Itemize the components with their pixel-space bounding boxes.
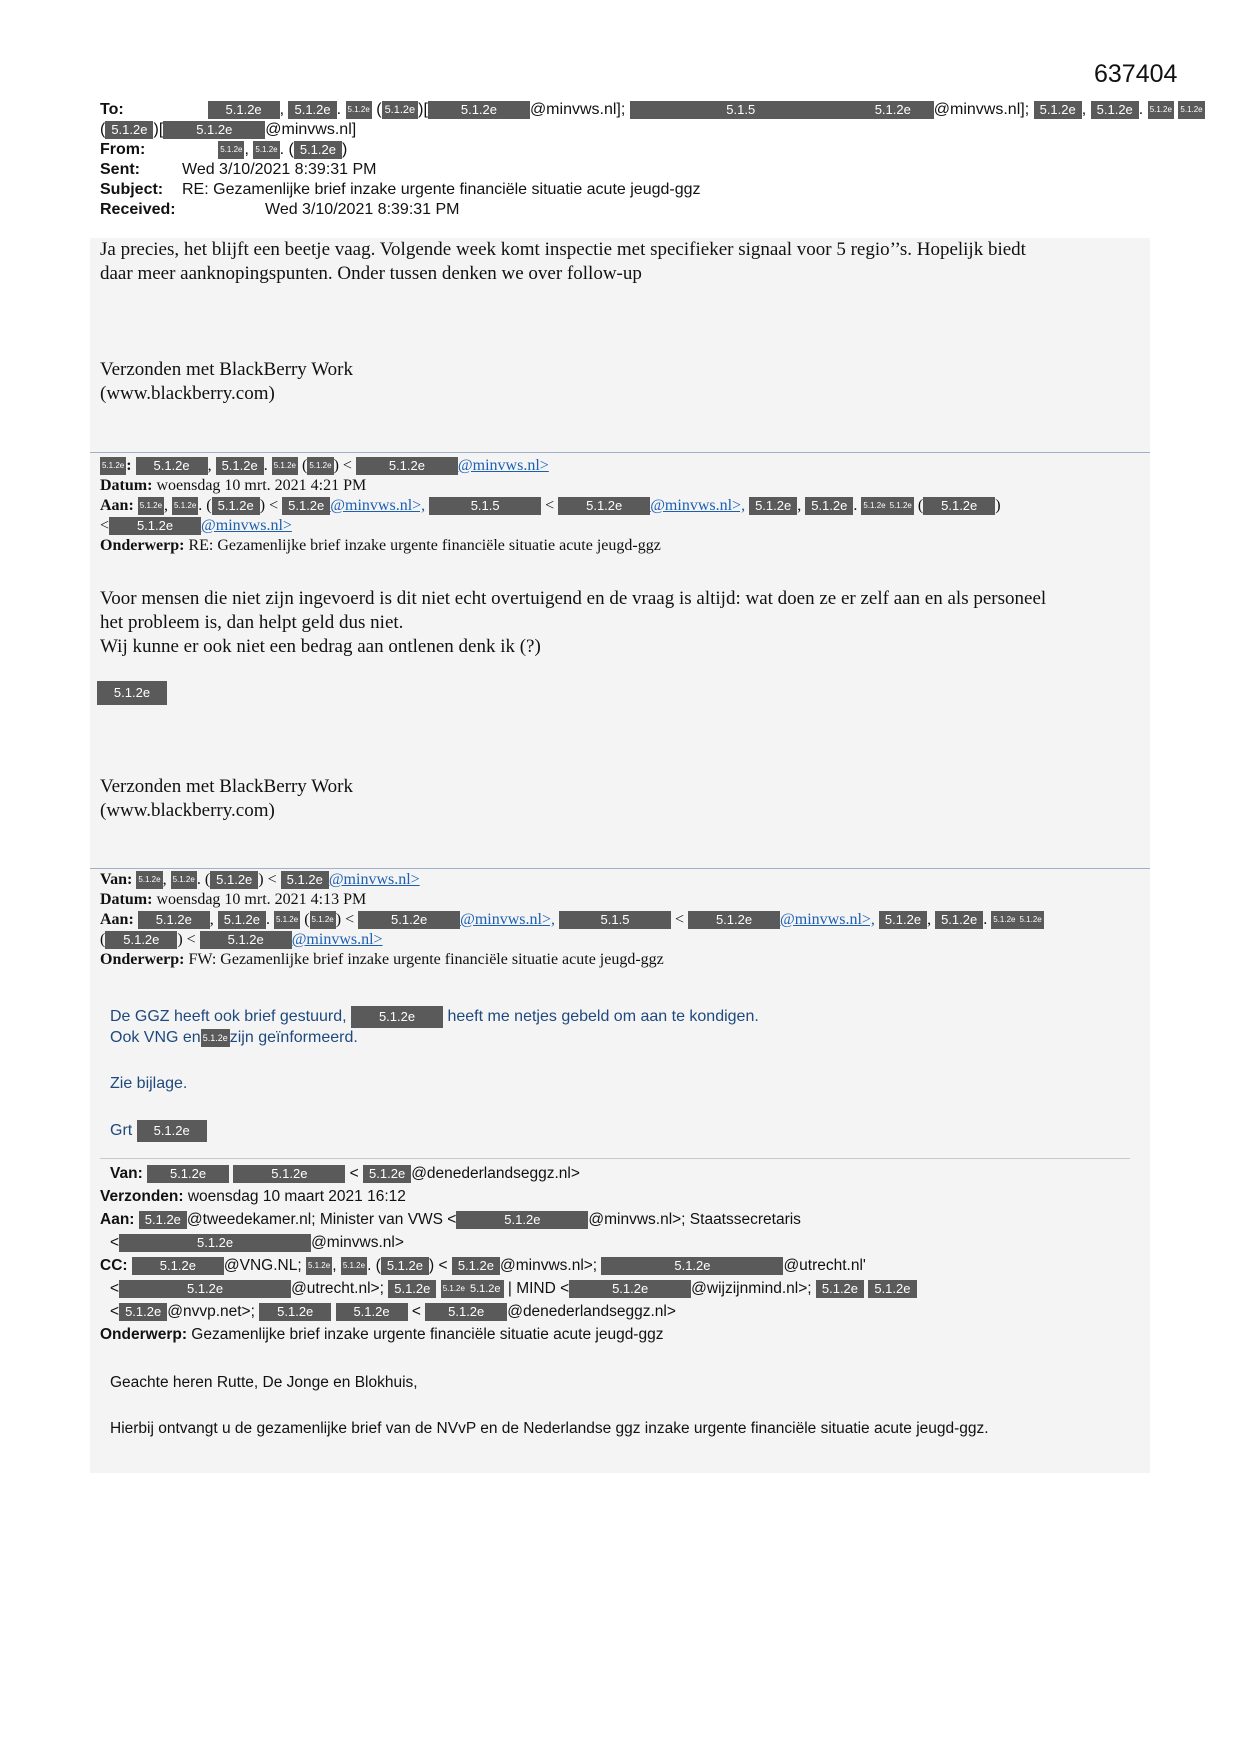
redaction: 5.1.2e (200, 931, 292, 949)
email4-greeting: Geachte heren Rutte, De Jonge en Blokhuis, (110, 1374, 418, 1391)
redaction: 5.1.2e (109, 517, 201, 535)
email2-from-row: 5.1.2e : 5.1.2e , 5.1.2e . 5.1.2e ( 5.1.2e ) < 5.1.2e @minvws.nl> (102, 457, 549, 474)
redaction: 5.1.2e (119, 1234, 311, 1252)
redaction: 5.1.2e (467, 1280, 504, 1298)
email-link[interactable]: @minvws.nl> (201, 517, 292, 534)
email3-body-line: Zie bijlage. (110, 1075, 188, 1092)
redaction: 5.1.5 (559, 911, 671, 929)
email2-body-line: Voor mensen die niet zijn ingevoerd is dit niet echt overtuigend en de vraag is altijd: wat doen ze er zelf aan en als personeel (100, 588, 1047, 609)
redaction: 5.1.2e (452, 1257, 500, 1275)
email3-aan-row: Aan: 5.1.2e , 5.1.2e . 5.1.2e ( 5.1.2e ) < 5.1.2e @minvws.nl>, 5.1.5 < 5.1.2e @minvws.nl>, 5.1.2e , 5.1.2e . 5.1.2e 5.1.2e (100, 911, 1042, 928)
redaction: 5.1.2e (233, 1165, 345, 1183)
redaction: 5.1.2e (388, 1280, 436, 1298)
onderwerp-label: Onderwerp: (100, 951, 185, 968)
email-domain: @minvws.nl] (265, 121, 357, 138)
redaction: 5.1.2e (136, 871, 162, 889)
from-label: From: (100, 141, 146, 158)
redaction: 5.1.2e (172, 497, 198, 515)
redaction: 5.1.2e (569, 1280, 691, 1298)
redaction: 5.1.2e (923, 497, 995, 515)
redaction: 5.1.2e (288, 101, 336, 119)
redaction: 5.1.2e (1017, 911, 1043, 929)
email1-received-row (100, 200, 460, 220)
email2-body-line: Wij kunne er ook niet een bedrag aan ontlenen denk ik (?) (100, 636, 541, 657)
redaction: 5.1.2e (336, 1303, 408, 1321)
redaction: 5.1.2e (282, 497, 330, 515)
email1-to-row-2: ( 5.1.2e )[ 5.1.2e @minvws.nl] (100, 121, 357, 138)
email1-sent-row (100, 160, 377, 180)
received-label: Received: (100, 201, 176, 218)
to-label: To: (100, 101, 124, 118)
email4-onderwerp-row (100, 1325, 663, 1345)
redaction: 5.1.2e (1034, 101, 1082, 119)
redaction: 5.1.2e (132, 1257, 224, 1275)
redaction: 5.1.2e (139, 1211, 187, 1229)
redaction: 5.1.2e (259, 1303, 331, 1321)
onderwerp-label: Onderwerp: (100, 537, 185, 554)
email2-signature-line: Verzonden met BlackBerry Work (100, 776, 353, 797)
redaction: 5.1.2e (868, 1280, 916, 1298)
redaction: 5.1.2e (307, 457, 333, 475)
verzonden-value: woensdag 10 maart 2021 16:12 (187, 1188, 406, 1205)
redaction: 5.1.2e (119, 1280, 291, 1298)
redaction: 5.1.2e (1178, 101, 1204, 119)
subject-label: Subject: (100, 181, 164, 198)
redaction: 5.1.2e (136, 457, 208, 475)
datum-label: Datum: (100, 891, 153, 908)
aan-label: Aan: (100, 497, 134, 514)
email-link[interactable]: @minvws.nl> (291, 931, 383, 948)
redaction: 5.1.2e (879, 911, 927, 929)
email-link[interactable]: @minvws.nl>, (780, 911, 875, 928)
redaction: 5.1.2e (163, 121, 265, 139)
redaction: 5.1.2e (441, 1280, 467, 1298)
redaction: 5.1.2e (601, 1257, 783, 1275)
redaction: 5.1.2e (381, 1257, 429, 1275)
email4-van-row: Van: 5.1.2e 5.1.2e < 5.1.2e @denederlandseggz.nl> (110, 1165, 580, 1182)
redaction: 5.1.2e (991, 911, 1017, 929)
redaction: 5.1.2e (310, 911, 336, 929)
separator (100, 1158, 1130, 1159)
redaction: 5.1.2e (456, 1211, 588, 1229)
email1-subject-row (100, 180, 701, 200)
redaction: 5.1.2e (852, 101, 934, 119)
email1-body-line: Ja precies, het blijft een beetje vaag. Volgende week komt inspectie met specifieker signaal voor 5 regio’’s. Hopelijk biedt (100, 239, 1026, 260)
redaction: 5.1.2e (935, 911, 983, 929)
redaction: 5.1.5 (630, 101, 852, 119)
email3-body-line: Ook VNG en 5.1.2e zijn geïnformeerd. (110, 1029, 358, 1046)
verzonden-label: Verzonden: (100, 1188, 184, 1205)
aan-label: Aan: (100, 1211, 135, 1228)
van-label: Van: (100, 871, 133, 888)
redaction: 5.1.2e (201, 1029, 230, 1047)
email3-body-line: De GGZ heeft ook brief gestuurd, 5.1.2e heeft me netjes gebeld om aan te kondigen. (110, 1006, 759, 1028)
sent-label: Sent: (100, 161, 140, 178)
onderwerp-value: RE: Gezamenlijke brief inzake urgente financiële situatie acute jeugd-ggz (188, 537, 661, 554)
redaction: 5.1.2e (346, 101, 372, 119)
redaction: 5.1.2e (382, 101, 419, 119)
email-link[interactable]: @minvws.nl> (328, 871, 420, 888)
redaction: 5.1.2e (171, 871, 197, 889)
email-link[interactable]: @minvws.nl>, (650, 497, 746, 514)
email1-from-row: From: 5.1.2e , 5.1.2e . ( 5.1.2e ) (100, 141, 348, 158)
document-number: 637404 (1094, 60, 1178, 88)
redaction: 5.1.2e (428, 101, 530, 119)
redaction: 5.1.5 (429, 497, 541, 515)
email4-body: Hierbij ontvangt u de gezamenlijke brief van de NVvP en de Nederlandse ggz inzake urgente financiële situatie acute jeugd-ggz. (110, 1420, 989, 1437)
redaction: 5.1.2e (861, 497, 887, 515)
cc-label: CC: (100, 1257, 128, 1274)
email3-body-line: Grt 5.1.2e (110, 1120, 207, 1142)
redaction: 5.1.2e (888, 497, 914, 515)
email2-body-line: het probleem is, dan helpt geld dus niet. (100, 612, 404, 633)
redaction: 5.1.2e (105, 121, 153, 139)
redaction: 5.1.2e (363, 1165, 411, 1183)
email-domain: @minvws.nl]; (529, 101, 626, 118)
email-domain: @denederlandseggz.nl> (411, 1165, 580, 1182)
email2-signature-url: (www.blackberry.com) (100, 800, 275, 821)
redaction: 5.1.2e (210, 871, 258, 889)
redaction: 5.1.2e (147, 1165, 229, 1183)
redaction: 5.1.2e (208, 101, 280, 119)
sent-value: Wed 3/10/2021 8:39:31 PM (182, 161, 377, 178)
email-link[interactable]: @minvws.nl>, (460, 911, 555, 928)
email3-onderwerp-row (100, 950, 664, 970)
redaction: 5.1.2e (119, 1303, 167, 1321)
email4-verzonden-row (100, 1187, 406, 1207)
redaction: 5.1.2e (272, 457, 298, 475)
redaction: 5.1.2e (100, 457, 126, 475)
redaction: 5.1.2e (138, 911, 210, 929)
onderwerp-value: Gezamenlijke brief inzake urgente financiële situatie acute jeugd-ggz (191, 1326, 664, 1343)
onderwerp-value: FW: Gezamenlijke brief inzake urgente financiële situatie acute jeugd-ggz (188, 951, 664, 968)
redaction: 5.1.2e (805, 497, 853, 515)
separator (90, 868, 1150, 869)
redaction: 5.1.2e (216, 457, 264, 475)
redaction: 5.1.2e (425, 1303, 507, 1321)
email1-to-row: To: 5.1.2e , 5.1.2e . 5.1.2e ( 5.1.2e )[ 5.1.2e @minvws.nl]; 5.1.5 5.1.2e @minvws.nl]; 5.1.2e , 5.1.2e . 5.1.2e 5.1.2e (100, 101, 1203, 118)
email2-aan-row-2: < 5.1.2e @minvws.nl> (100, 517, 292, 534)
redaction: 5.1.2e (749, 497, 797, 515)
van-label: Van: (110, 1165, 143, 1182)
email3-datum-row (100, 890, 366, 910)
redaction: 5.1.2e (138, 497, 164, 515)
email1-signature-line: Verzonden met BlackBerry Work (100, 359, 353, 380)
email2-signature-redaction (97, 681, 167, 705)
received-value: Wed 3/10/2021 8:39:31 PM (265, 201, 460, 218)
redaction: 5.1.2e (341, 1257, 367, 1275)
redaction: 5.1.2e (294, 141, 342, 159)
redaction: 5.1.2e (137, 1120, 207, 1142)
redaction: 5.1.2e (1091, 101, 1139, 119)
onderwerp-label: Onderwerp: (100, 1326, 187, 1343)
datum-value: woensdag 10 mrt. 2021 4:13 PM (156, 891, 367, 908)
redaction: 5.1.2e (816, 1280, 864, 1298)
datum-value: woensdag 10 mrt. 2021 4:21 PM (156, 477, 367, 494)
redaction: 5.1.2e (281, 871, 329, 889)
email-domain: @minvws.nl]; (933, 101, 1030, 118)
email4-aan-row: Aan: 5.1.2e @tweedekamer.nl; Minister van VWS < 5.1.2e @minvws.nl>; Staatssecretaris (100, 1211, 801, 1228)
redaction: 5.1.2e (351, 1006, 443, 1028)
redaction: 5.1.2e (558, 497, 650, 515)
email-link[interactable]: @minvws.nl> (457, 457, 549, 474)
redaction: 5.1.2e (105, 931, 177, 949)
email4-cc-row-3: < 5.1.2e @nvvp.net>; 5.1.2e 5.1.2e < 5.1.2e @denederlandseggz.nl> (110, 1303, 676, 1320)
email4-cc-row-2: < 5.1.2e @utrecht.nl>; 5.1.2e 5.1.2e 5.1.2e | MIND < 5.1.2e @wijzijnmind.nl>; 5.1.2e 5.1.2e (110, 1279, 917, 1299)
email1-signature-url: (www.blackberry.com) (100, 383, 275, 404)
redaction: 5.1.2e (1148, 101, 1174, 119)
redaction: 5.1.2e (306, 1257, 332, 1275)
email4-cc-row: CC: 5.1.2e @VNG.NL; 5.1.2e , 5.1.2e . ( 5.1.2e ) < 5.1.2e @minvws.nl>; 5.1.2e @utrecht.nl' (100, 1257, 866, 1274)
email2-aan-row: Aan: 5.1.2e , 5.1.2e . ( 5.1.2e ) < 5.1.2e @minvws.nl>, 5.1.5 < 5.1.2e @minvws.nl>, 5.1.2e , 5.1.2e . 5.1.2e 5.1.2e ( 5.1.2e ) (100, 497, 1001, 514)
email1-body-line: daar meer aanknopingspunten. Onder tussen denken we over follow-up (100, 263, 642, 284)
email4-aan-row-2: < 5.1.2e @minvws.nl> (110, 1234, 404, 1251)
redaction: 5.1.2e (274, 911, 300, 929)
redaction: 5.1.2e (218, 141, 244, 159)
redaction: 5.1.2e (688, 911, 780, 929)
email2-datum-row (100, 476, 366, 496)
separator (90, 452, 1150, 453)
redaction: 5.1.2e (358, 911, 460, 929)
email-link[interactable]: @minvws.nl>, (330, 497, 426, 514)
redaction: 5.1.2e (97, 681, 167, 705)
datum-label: Datum: (100, 477, 153, 494)
email2-onderwerp-row (100, 536, 661, 556)
subject-value: RE: Gezamenlijke brief inzake urgente financiële situatie acute jeugd-ggz (182, 181, 701, 198)
email3-aan-row-2: ( 5.1.2e ) < 5.1.2e @minvws.nl> (100, 931, 383, 948)
email3-van-row: Van: 5.1.2e , 5.1.2e . ( 5.1.2e ) < 5.1.2e @minvws.nl> (100, 871, 420, 888)
redaction: 5.1.2e (218, 911, 266, 929)
redaction: 5.1.2e (253, 141, 279, 159)
redaction: 5.1.2e (212, 497, 260, 515)
redaction: 5.1.2e (356, 457, 458, 475)
aan-label: Aan: (100, 911, 134, 928)
